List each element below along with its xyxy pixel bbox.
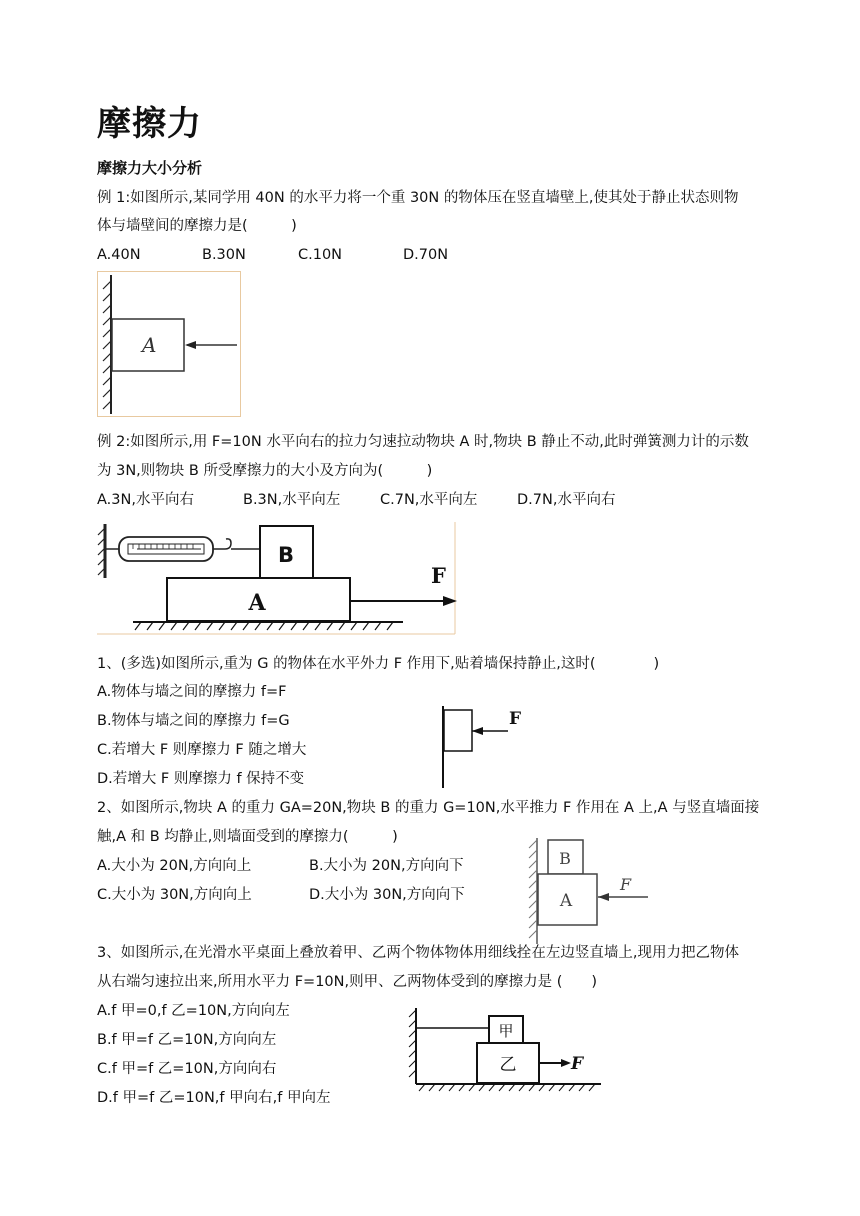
q2-option-c[interactable]: C.大小为 30N,方向向上 [97,887,252,903]
block-a-label: A [559,891,573,911]
force-label: F [571,1054,584,1074]
block-a-label: A [248,590,266,616]
force-label: F [620,875,632,894]
ex1-option-b[interactable]: B.30N [202,247,246,263]
q3-option-b[interactable]: B.f 甲=f 乙=10N,方向向左 [97,1032,277,1048]
ex2-option-a[interactable]: A.3N,水平向右 [97,492,194,508]
block-jia-label: 甲 [498,1022,514,1040]
ex2-stem-line2: 为 3N,则物块 B 所受摩擦力的大小及方向为( ) [97,463,433,479]
block-yi-label: 乙 [499,1055,517,1075]
ex1-option-c[interactable]: C.10N [298,247,343,263]
q1-option-d[interactable]: D.若增大 F 则摩擦力 f 保持不变 [97,771,305,787]
block [444,710,472,751]
q3-option-c[interactable]: C.f 甲=f 乙=10N,方向向右 [97,1061,277,1077]
force-label: F [431,563,446,588]
ex2-option-d[interactable]: D.7N,水平向右 [517,492,616,508]
ex2-option-c[interactable]: C.7N,水平向左 [380,492,478,508]
q1-option-c[interactable]: C.若增大 F 则摩擦力 F 随之增大 [97,742,307,758]
ex1-option-a[interactable]: A.40N [97,247,141,263]
ex2-option-b[interactable]: B.3N,水平向左 [243,492,341,508]
block-b-label: B [559,849,571,868]
q1-option-a[interactable]: A.物体与墙之间的摩擦力 f=F [97,684,287,700]
force-label: F [509,709,522,729]
ex1-stem-line1: 例 1:如图所示,某同学用 40N 的水平力将一个重 30N 的物体压在竖直墙壁上,使其处于静止状态则物 [97,190,739,206]
q1-figure [436,700,536,790]
q2-stem-line1: 2、如图所示,物块 A 的重力 GA=20N,物块 B 的重力 G=10N,水平推力 F 作用在 A 上,A 与竖直墙面接 [97,800,760,816]
page-title: 摩擦力 [97,104,202,144]
ex2-figure [97,520,458,635]
ex1-figure [97,271,242,418]
q1-option-b[interactable]: B.物体与墙之间的摩擦力 f=G [97,713,290,729]
q2-option-b[interactable]: B.大小为 20N,方向向下 [309,858,464,874]
q2-option-d[interactable]: D.大小为 30N,方向向下 [309,887,465,903]
q2-stem-line2: 触,A 和 B 均静止,则墙面受到的摩擦力( ) [97,829,398,845]
block-a-label: A [142,333,157,357]
section-heading: 摩擦力大小分析 [97,159,203,177]
q1-stem: 1、(多选)如图所示,重为 G 的物体在水平外力 F 作用下,贴着墙保持静止,这时( ) [97,656,660,672]
q3-option-a[interactable]: A.f 甲=0,f 乙=10N,方向向左 [97,1003,290,1019]
ex2-stem-line1: 例 2:如图所示,用 F=10N 水平向右的拉力匀速拉动物块 A 时,物块 B 静止不动,此时弹簧测力计的示数 [97,434,749,450]
ex1-stem-line2: 体与墙壁间的摩擦力是( ) [97,218,297,234]
q3-option-d[interactable]: D.f 甲=f 乙=10N,f 甲向右,f 甲向左 [97,1090,331,1106]
q3-figure [405,1002,605,1094]
ex1-option-d[interactable]: D.70N [403,247,449,263]
q2-option-a[interactable]: A.大小为 20N,方向向上 [97,858,252,874]
q2-figure [516,834,656,946]
q3-stem-line2: 从右端匀速拉出来,所用水平力 F=10N,则甲、乙两物体受到的摩擦力是 ( ) [97,974,598,990]
q3-stem-line1: 3、如图所示,在光滑水平桌面上叠放着甲、乙两个物体物体用细线拴在左边竖直墙上,现用力把乙物体 [97,945,739,961]
block-b-label: B [277,543,295,567]
